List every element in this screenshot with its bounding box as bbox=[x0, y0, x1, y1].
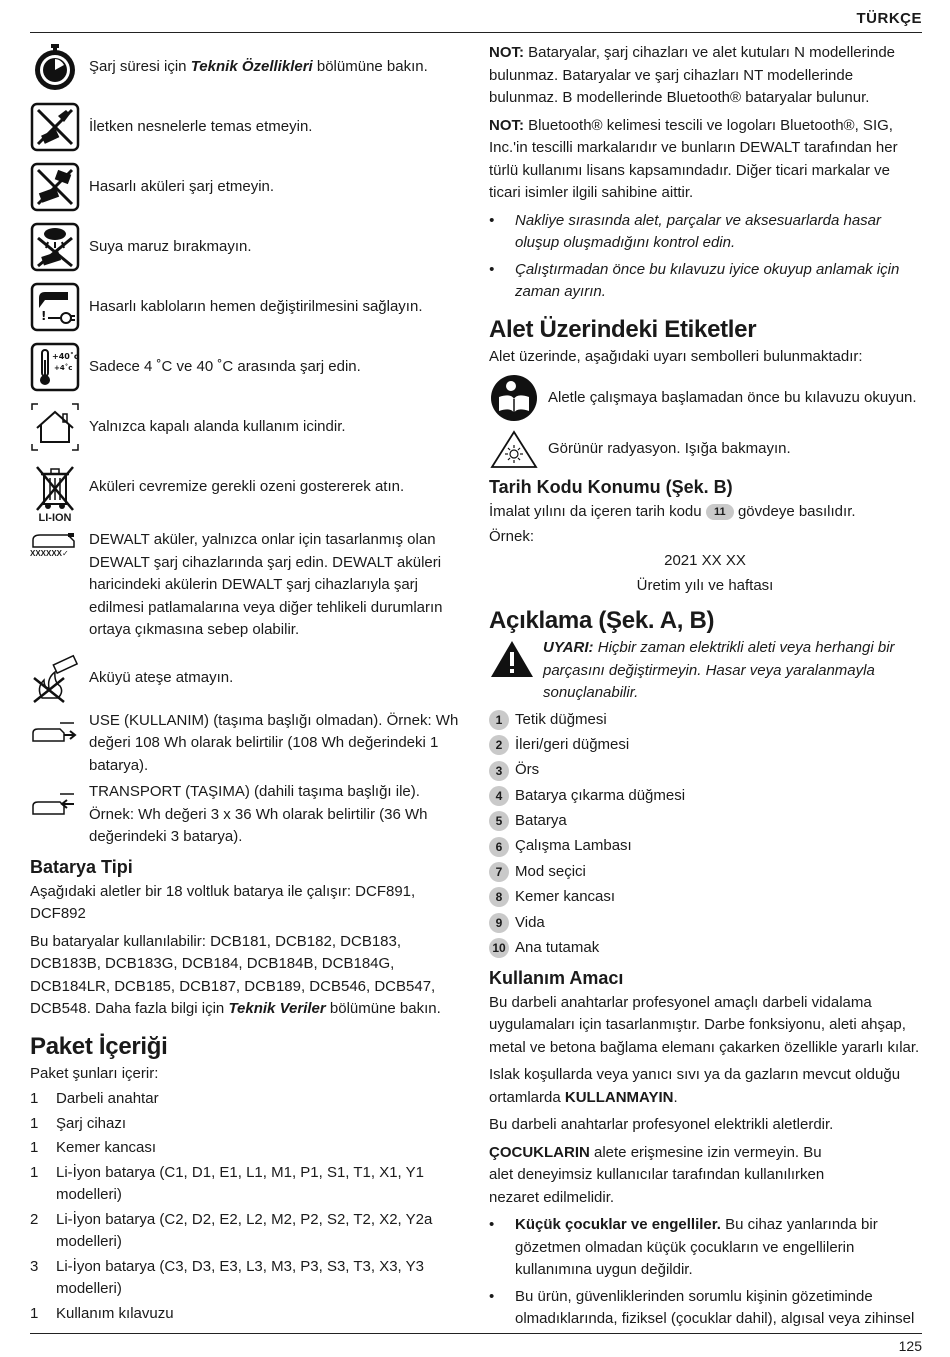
thermometer-icon bbox=[30, 342, 80, 392]
top-rule bbox=[30, 32, 922, 33]
pack-caption: XXXXXX✓ bbox=[30, 549, 69, 558]
package-item bbox=[30, 1162, 466, 1207]
label-text: Görünür radyasyon. Işığa bakmayın. bbox=[548, 439, 791, 457]
intended-use-p4-text: alete erişmesine izin vermeyin. Bu alet deneyimsiz kullanıcılar tarafından kullanılırken nezaret edilmelidir. bbox=[489, 1143, 825, 1206]
description-heading: Açıklama (Şek. A, B) bbox=[489, 607, 715, 634]
part-item bbox=[489, 912, 921, 935]
symbol-text: Yalnızca kapalı alanda kullanım icindir. bbox=[89, 417, 346, 435]
intended-use-p4-strong: ÇOCUKLARIN bbox=[489, 1143, 590, 1161]
bullet-item bbox=[489, 210, 921, 255]
example-label: Örnek: bbox=[489, 527, 535, 545]
right-column bbox=[489, 42, 921, 1335]
symbol-row-dewalt-pack bbox=[30, 529, 466, 642]
part-number-badge: 3 bbox=[489, 761, 509, 781]
left-column bbox=[30, 42, 466, 1327]
part-item bbox=[489, 709, 921, 732]
symbol-text: Aküleri cevremize gerekli ozeni gostererek atın. bbox=[89, 478, 405, 495]
intended-use-p2-strong: KULLANMAYIN bbox=[564, 1088, 674, 1106]
package-item-text: Li-İyon batarya (C2, D2, E2, L2, M2, P2, S2, T2, X2, Y2a modelleri) bbox=[56, 1210, 433, 1250]
package-item-text: Li-İyon batarya (C3, D3, E3, L3, M3, P3, S3, T3, X3, Y3 modelleri) bbox=[56, 1257, 424, 1297]
bullet-item bbox=[489, 1214, 921, 1282]
read-manual-icon bbox=[489, 373, 539, 423]
figure-callout-badge: 11 bbox=[706, 504, 734, 520]
note-bluetooth bbox=[489, 115, 921, 205]
part-number-badge: 9 bbox=[489, 913, 509, 933]
package-item bbox=[30, 1209, 466, 1254]
example-caption: Üretim yılı ve haftası bbox=[636, 576, 774, 594]
symbol-row-water bbox=[30, 222, 466, 272]
note-text: Bluetooth® kelimesi tescili ve logoları Bluetooth®, SIG, Inc.'in tescilli markalarıdır ve bunların DEWALT tarafından her türlü kullanımı lisans kapsamındadır. Diğer ticari markalar ve ticari isimler ilgili sahibine aittir. bbox=[489, 116, 898, 201]
symbol-text: DEWALT aküler, yalnızca onlar için tasarlanmış olan DEWALT şarj cihazlarında şarj edin. DEWALT aküleri haricindeki akülerin DEWALT şarj cihazlarıyla şarj edilmesi patlamalarına veya diğer tehlikeli durumların ortaya çıkmasına sebep olabilir. bbox=[89, 531, 443, 638]
labels-heading: Alet Üzerindeki Etiketler bbox=[489, 315, 757, 343]
package-list bbox=[30, 1088, 466, 1325]
part-label: Kemer kancası bbox=[515, 888, 616, 906]
warning-body: Hiçbir zaman elektrikli aleti veya herhangi bir parçasını değiştirmeyin. Hasar veya yaralanmayla sonuçlanabilir. bbox=[543, 639, 895, 701]
symbol-text: Hasarlı kabloların hemen değiştirilmesini sağlayın. bbox=[89, 297, 423, 315]
tech-data-ref: Teknik Veriler bbox=[228, 1000, 326, 1017]
package-item bbox=[30, 1303, 466, 1326]
battery-pack-icon bbox=[30, 531, 80, 549]
part-label: Batarya çıkarma düğmesi bbox=[515, 786, 686, 804]
part-number-badge: 6 bbox=[489, 837, 509, 857]
intended-use-p2-text: Islak koşullarda veya yanıcı sıvı ya da gazların mevcut olduğu ortamlarda bbox=[489, 1066, 901, 1106]
date-code-text-post: gövdeye basılıdır. bbox=[733, 503, 856, 520]
symbol-text-tail: bölümüne bakın. bbox=[312, 57, 428, 75]
package-item bbox=[30, 1088, 466, 1111]
package-item bbox=[30, 1256, 466, 1301]
use-battery-icon bbox=[30, 710, 80, 746]
package-item-qty: 1 bbox=[30, 1090, 39, 1107]
intended-use-p2 bbox=[489, 1064, 921, 1109]
note-models bbox=[489, 42, 921, 110]
intended-use-p2-tail: . bbox=[673, 1088, 678, 1106]
battery-type-p2-text: Bu bataryalar kullanılabilir: DCB181, DCB182, DCB183, DCB183B, DCB183G, DCB184, DCB184B, DCB184G, DCB184LR, DCB185, DCB187, DCB189, DCB546, DCB547, DCB548. Daha fazla bilgi için bbox=[30, 932, 436, 1017]
part-item bbox=[489, 835, 921, 858]
svg-text:!: ! bbox=[41, 309, 47, 323]
symbol-row-damaged bbox=[30, 162, 466, 212]
package-heading: Paket İçeriği bbox=[30, 1032, 168, 1060]
package-item-text: Şarj cihazı bbox=[56, 1114, 127, 1132]
crossed-bin-icon bbox=[30, 462, 80, 512]
intended-use-p3: Bu darbeli anahtarlar profesyonel elektrikli aletlerdir. bbox=[489, 1116, 834, 1134]
bullet-strong: Küçük çocuklar ve engelliler. bbox=[515, 1216, 721, 1234]
symbol-row-conductive bbox=[30, 102, 466, 152]
symbol-text: Şarj süresi için bbox=[89, 57, 191, 75]
part-label: Çalışma Lambası bbox=[515, 837, 632, 855]
symbol-row-charge-time bbox=[30, 42, 466, 92]
label-text: Aletle çalışmaya başlamadan önce bu kılavuzu okuyun. bbox=[548, 388, 917, 406]
visible-radiation-icon bbox=[489, 429, 539, 469]
symbol-row-use bbox=[30, 710, 466, 778]
symbol-row-indoor bbox=[30, 402, 466, 452]
symbol-text: Hasarlı aküleri şarj etmeyin. bbox=[89, 177, 275, 195]
package-item-text: Kullanım kılavuzu bbox=[56, 1304, 174, 1322]
package-item-text: Li-İyon batarya (C1, D1, E1, L1, M1, P1, S1, T1, X1, Y1 modelleri) bbox=[56, 1163, 424, 1203]
li-ion-caption: LI-ION bbox=[38, 512, 72, 524]
part-number-badge: 7 bbox=[489, 862, 509, 882]
package-item-qty: 3 bbox=[30, 1257, 39, 1275]
battery-type-p1: Aşağıdaki aletler bir 18 voltluk batarya ile çalışır: DCF891, DCF892 bbox=[30, 882, 416, 922]
intended-use-p1: Bu darbeli anahtarlar profesyonel amaçlı darbeli vidalama uygulamaları için tasarlanmıştır. Darbe fonksiyonu, aleti ahşap, metal ve betona bağlama elemanı çakarken özellikle yararlı kılar. bbox=[489, 993, 920, 1056]
part-label: Batarya bbox=[515, 812, 567, 830]
bullet-text: Çalıştırmadan önce bu kılavuzu iyice okuyup anlamak için zaman ayırın. bbox=[515, 260, 900, 300]
package-item-qty: 1 bbox=[30, 1114, 39, 1132]
label-row-radiation bbox=[489, 429, 921, 469]
part-number-badge: 5 bbox=[489, 811, 509, 831]
symbol-text: Aküyü ateşe atmayın. bbox=[89, 669, 234, 687]
part-number-badge: 4 bbox=[489, 786, 509, 806]
indoor-house-icon bbox=[30, 402, 80, 452]
bullet-text: Nakliye sırasında alet, parçalar ve aksesuarlarda hasar oluşup oluşmadığını kontrol edin. bbox=[515, 211, 882, 251]
no-fire-icon bbox=[30, 654, 80, 704]
package-item-text: Darbeli anahtar bbox=[56, 1090, 159, 1107]
part-item bbox=[489, 734, 921, 757]
bullet-dot: • bbox=[489, 211, 495, 229]
thermometer-hi-label: +40˚c bbox=[52, 352, 79, 361]
stopwatch-icon bbox=[30, 42, 80, 92]
symbol-text: USE (KULLANIM) (taşıma başlığı olmadan). Örnek: Wh değeri 108 Wh olarak belirtilir (108 Wh değerindeki 1 batarya). bbox=[89, 711, 459, 774]
part-label: Mod seçici bbox=[515, 862, 586, 880]
package-item-qty: 1 bbox=[30, 1163, 39, 1181]
symbol-row-transport bbox=[30, 781, 466, 849]
bullet-dot: • bbox=[489, 1216, 495, 1234]
part-item bbox=[489, 785, 921, 808]
symbol-text: Suya maruz bırakmayın. bbox=[89, 237, 252, 255]
bottom-rule bbox=[30, 1333, 922, 1334]
bullet-dot: • bbox=[489, 260, 495, 278]
symbol-row-cord bbox=[30, 282, 466, 332]
note-label: NOT: bbox=[489, 116, 524, 134]
label-row-read-manual bbox=[489, 373, 921, 423]
package-intro: Paket şunları içerir: bbox=[30, 1064, 159, 1082]
symbol-row-temperature bbox=[30, 342, 466, 392]
symbol-text: Sadece 4 ˚C ve 40 ˚C arasında şarj edin. bbox=[89, 357, 361, 375]
part-number-badge: 1 bbox=[489, 710, 509, 730]
symbol-row-disposal bbox=[30, 462, 466, 525]
part-number-badge: 8 bbox=[489, 887, 509, 907]
symbol-text: İletken nesnelerle temas etmeyin. bbox=[89, 117, 313, 135]
part-label: İleri/geri düğmesi bbox=[515, 735, 630, 753]
no-conductive-objects-icon bbox=[30, 102, 80, 152]
package-item-qty: 2 bbox=[30, 1210, 39, 1228]
bullet-text: Bu ürün, güvenliklerinden sorumlu kişinin gözetiminde olmadıklarında, fiziksel (çocuklar dahil), algısal veya zihinsel bbox=[515, 1287, 915, 1328]
bullet-item bbox=[489, 259, 921, 304]
labels-intro: Alet üzerinde, aşağıdaki uyarı sembolleri bulunmaktadır: bbox=[489, 347, 863, 365]
battery-type-heading: Batarya Tipi bbox=[30, 856, 133, 877]
part-label: Tetik düğmesi bbox=[515, 710, 607, 728]
warning-label: UYARI: bbox=[543, 639, 594, 656]
part-item bbox=[489, 759, 921, 782]
date-code-text bbox=[489, 501, 921, 524]
language-label: TÜRKÇE bbox=[856, 10, 922, 27]
battery-type-p2-tail: bölümüne bakın. bbox=[325, 1000, 441, 1017]
intended-use-p4 bbox=[489, 1142, 834, 1210]
bullet-dot: • bbox=[489, 1287, 495, 1305]
bullet-body: Bu cihaz yanlarında bir gözetmen olmadan küçük çocukların ve engellilerin kullanımına uygun değildir. bbox=[515, 1216, 878, 1279]
part-item bbox=[489, 861, 921, 884]
parts-list bbox=[489, 709, 921, 960]
bullet-item bbox=[489, 1286, 921, 1331]
symbol-row-fire bbox=[30, 654, 466, 704]
thermometer-lo-label: +4˚c bbox=[54, 364, 73, 372]
warning-block bbox=[489, 637, 921, 705]
page-number: 125 bbox=[898, 1338, 922, 1354]
damaged-cord-icon bbox=[30, 282, 80, 332]
bullet-text bbox=[515, 1214, 921, 1282]
package-item bbox=[30, 1137, 466, 1160]
part-item bbox=[489, 810, 921, 833]
warning-text bbox=[543, 637, 921, 705]
battery-type-p2 bbox=[30, 931, 466, 1021]
example-code: 2021 XX XX bbox=[664, 552, 746, 569]
no-damaged-pack-icon bbox=[30, 162, 80, 212]
part-number-badge: 10 bbox=[489, 938, 509, 958]
part-item bbox=[489, 886, 921, 909]
note-text: Bataryalar, şarj cihazları ve alet kutuları N modellerinde bulunmaz. Bataryalar ve şarj cihazları NT modellerinde bulunmaz. B modellerinde Bluetooth® bataryalar bulunur. bbox=[489, 44, 896, 106]
date-code-text-pre: İmalat yılını da içeren tarih kodu bbox=[489, 503, 706, 520]
package-item bbox=[30, 1113, 466, 1136]
intended-use-heading: Kullanım Amacı bbox=[489, 967, 624, 988]
package-item-qty: 1 bbox=[30, 1139, 39, 1156]
package-item-text: Kemer kancası bbox=[56, 1139, 157, 1156]
date-code-heading: Tarih Kodu Konumu (Şek. B) bbox=[489, 477, 733, 497]
part-item bbox=[489, 937, 921, 960]
part-label: Ana tutamak bbox=[515, 939, 600, 957]
part-number-badge: 2 bbox=[489, 735, 509, 755]
part-label: Örs bbox=[515, 761, 540, 779]
symbol-text: TRANSPORT (TAŞIMA) (dahili taşıma başlığı ile). Örnek: Wh değeri 3 x 36 Wh olarak belirtilir (36 Wh değerindeki 3 batarya). bbox=[89, 783, 428, 845]
warning-triangle-icon bbox=[489, 639, 535, 681]
no-water-icon bbox=[30, 222, 80, 272]
note-label: NOT: bbox=[489, 44, 524, 61]
transport-battery-icon bbox=[30, 781, 80, 817]
symbol-text-emphasis: Teknik Özellikleri bbox=[190, 57, 313, 75]
package-item-qty: 1 bbox=[30, 1304, 39, 1322]
part-label: Vida bbox=[515, 913, 545, 931]
